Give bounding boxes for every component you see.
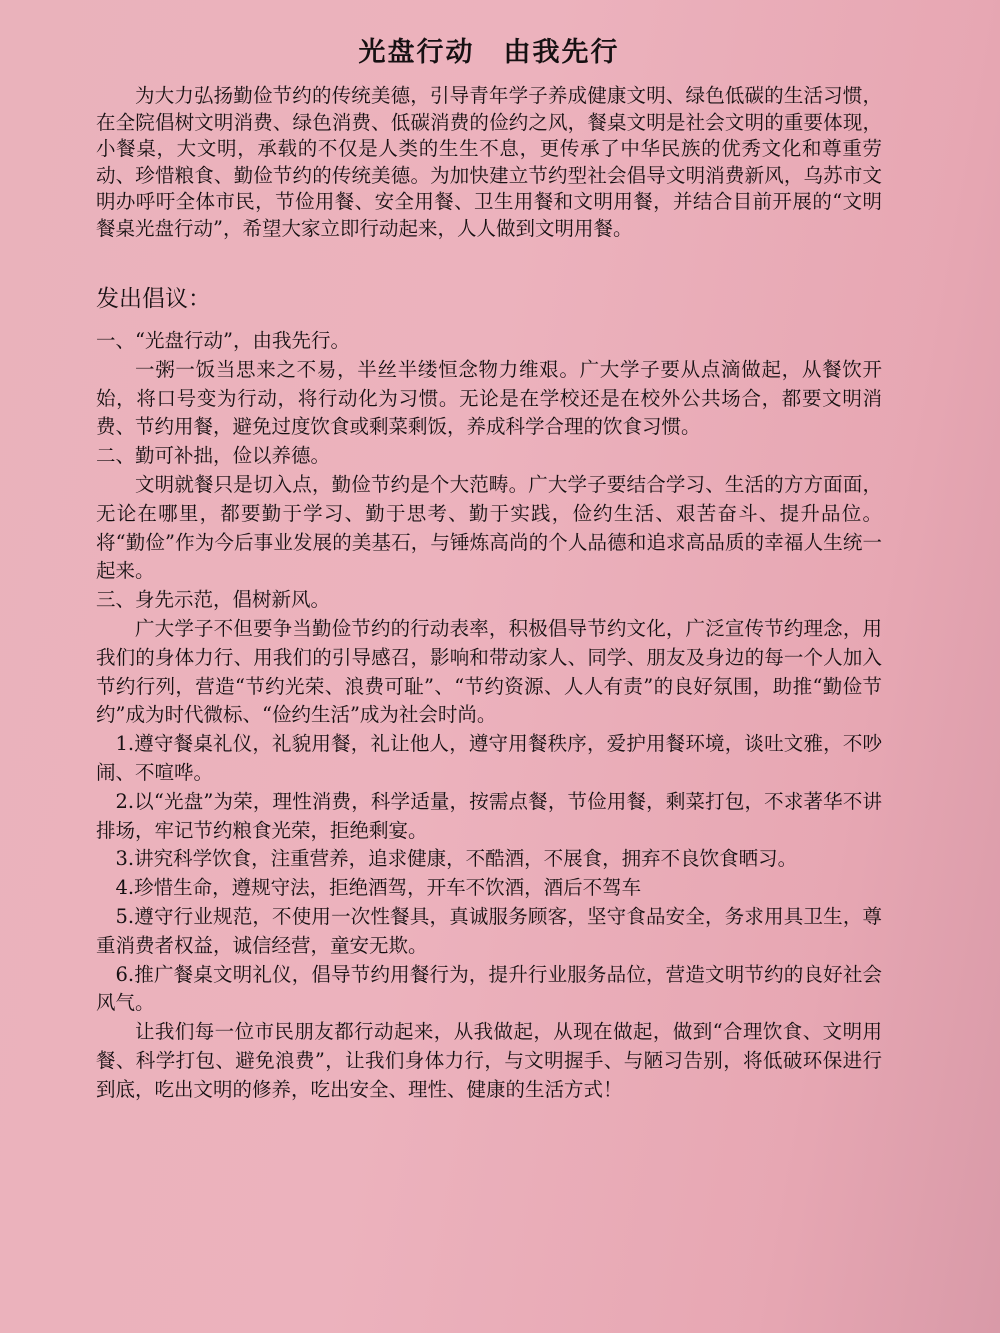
numbered-item: 6.推广餐桌文明礼仪，倡导节约用餐行为，提升行业服务品位，营造文明节约的良好社会风气。: [96, 962, 882, 1015]
section-text: 一粥一饭当思来之不易，半丝半缕恒念物力维艰。广大学子要从点滴做起，从餐饮开始，将口号变为行动，将行动化为习惯。无论是在学校还是在校外公共场合，都要文明消费、节约用餐，避免过度饮食或剩菜剩饭，养成科学合理的饮食习惯。: [96, 357, 882, 439]
intro-paragraph: 为大力弘扬勤俭节约的传统美德，引导青年学子养成健康文明、绿色低碳的生活习惯，在全院倡树文明消费、绿色消费、低碳消费的俭约之风，餐桌文明是社会文明的重要体现，小餐桌，大文明，承载的不仅是人类的生生不息，更传承了中华民族的优秀文化和尊重劳动、珍惜粮食、勤俭节约的传统美德。为加快建立节约型社会倡导文明消费新风，乌苏市文明办呼吁全体市民，节俭用餐、安全用餐、卫生用餐和文明用餐，并结合目前开展的“文明餐桌光盘行动”，希望大家立即行动起来，人人做到文明用餐。: [96, 84, 882, 240]
document-content: [96, 30, 882, 1105]
closing-paragraph: 让我们每一位市民朋友都行动起来，从我做起，从现在做起，做到“合理饮食、文明用餐、科学打包、避免浪费”，让我们身体力行，与文明握手、与陋习告别，将低破环保进行到底，吃出文明的修养，吃出安全、理性、健康的生活方式！: [96, 1020, 882, 1101]
section-title: 一、“光盘行动”，由我先行。: [96, 329, 350, 352]
section-title: 二、勤可补拙，俭以养德。: [96, 444, 331, 468]
section-text: 广大学子不但要争当勤俭节约的行动表率，积极倡导节约文化，广泛宣传节约理念，用我们的身体力行、用我们的引导感召，影响和带动家人、同学、朋友及身边的每一个人加入节约行列，营造“节约光荣、浪费可耻”、“节约资源、人人有责”的良好氛围，助推“勤俭节约”成为时代微标、“俭约生活”成为社会时尚。: [96, 616, 882, 727]
proposal-heading: 发出倡议：: [96, 286, 211, 312]
numbered-item: 3.讲究科学饮食，注重营养，追求健康，不酷酒，不展食，拥弃不良饮食晒习。: [115, 847, 798, 871]
page-title: 光盘行动 由我先行: [358, 37, 620, 68]
proposal-body: [96, 327, 882, 1105]
numbered-item: 5.遵守行业规范，不使用一次性餐具，真诚服务顾客，坚守食品安全，务求用具卫生，尊重消费者权益，诚信经营，童安无欺。: [96, 904, 882, 957]
numbered-item: 4.珍惜生命，遵规守法，拒绝酒驾，开车不饮酒，酒后不驾车: [115, 876, 642, 900]
section-text: 文明就餐只是切入点，勤俭节约是个大范畴。广大学子要结合学习、生活的方方面面，无论在哪里，都要勤于学习、勤于思考、勤于实践，俭约生活、艰苦奋斗、提升品位。将“勤俭”作为今后事业发展的美基石，与锤炼高尚的个人品德和追求高品质的幸福人生统一起来。: [96, 472, 882, 583]
section-title: 三、身先示范，倡树新风。: [96, 588, 331, 612]
numbered-item: 2.以“光盘”为荣，理性消费，科学适量，按需点餐，节俭用餐，剩菜打包，不求著华不讲排场，牢记节约粮食光荣，拒绝剩宴。: [96, 789, 882, 842]
numbered-item: 1.遵守餐桌礼仪，礼貌用餐，礼让他人，遵守用餐秩序，爱护用餐环境，谈吐文雅，不吵闹、不喧哗。: [96, 732, 882, 784]
